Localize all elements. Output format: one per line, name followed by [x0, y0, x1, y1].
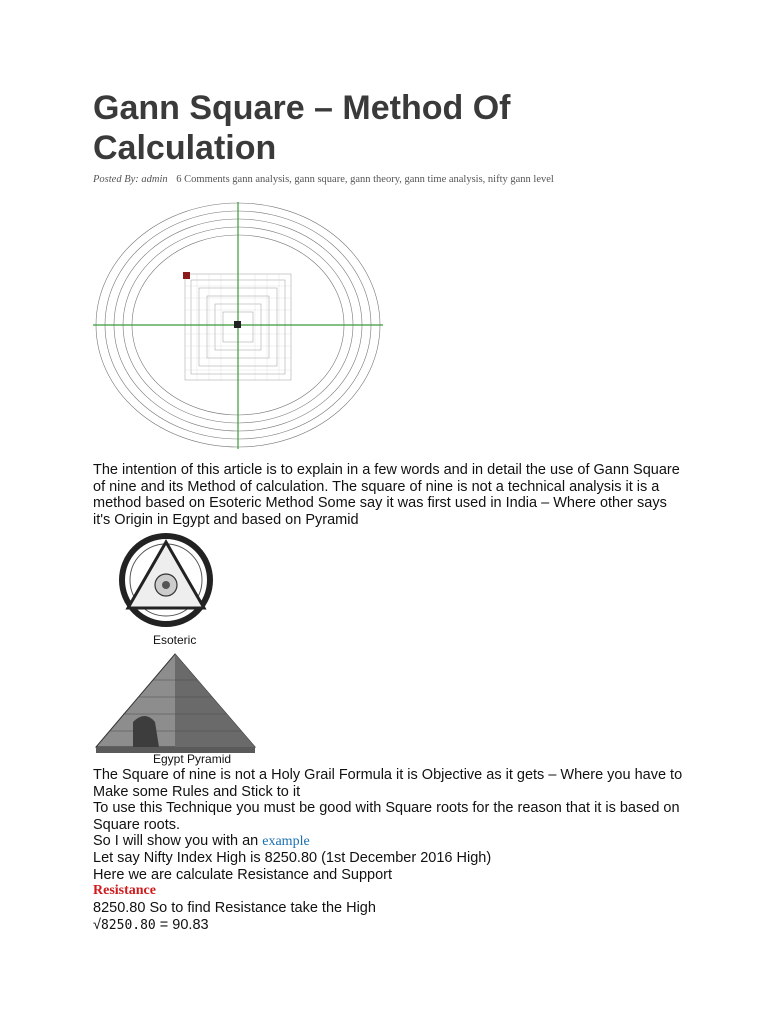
posted-by[interactable]: Posted By: admin [93, 174, 168, 185]
sqrt-value: 8250.80 [100, 918, 156, 933]
egypt-pyramid-image [93, 652, 258, 767]
sqrt-calculation-line [93, 917, 209, 935]
pyramid-caption: Egypt Pyramid [153, 752, 232, 766]
nifty-high-line: Let say Nifty Index High is 8250.80 (1st December 2016 High) [93, 850, 492, 866]
example-prefix: So I will show you with an [93, 833, 259, 849]
holy-grail-paragraph: The Square of nine is not a Holy Grail Formula it is Objective as it gets – Where you have to Make some Rules and Stick to it [93, 767, 683, 800]
example-line [93, 833, 310, 851]
calculate-line: Here we are calculate Resistance and Support [93, 867, 393, 883]
square-roots-paragraph: To use this Technique you must be good with Square roots for the reason that it is based on Square roots. [93, 800, 680, 833]
intro-paragraph: The intention of this article is to explain in a few words and in detail the use of Gann Square of nine and its Method of calculation. The square of nine is not a technical analysis it is a method based on Esoteric Method Some say it was first used in India – Where other says it's Origin in Egypt and based on Pyramid [93, 462, 680, 528]
sqrt-result: = 90.83 [155, 917, 209, 933]
tag-list[interactable]: gann analysis, gann square, gann theory, gann time analysis, nifty gann level [232, 174, 554, 185]
sqrt-symbol: √ [93, 917, 101, 933]
esoteric-emblem-image [116, 530, 216, 650]
comments-count[interactable]: 6 Comments [176, 174, 230, 185]
post-meta [93, 174, 733, 185]
esoteric-caption: Esoteric [153, 633, 197, 647]
resistance-heading: Resistance [93, 883, 156, 898]
article-title: Gann Square – Method Of Calculation [93, 89, 511, 167]
example-link[interactable]: example [262, 834, 310, 849]
find-resistance-line: 8250.80 So to find Resistance take the High [93, 900, 376, 916]
gann-square-wheel-image [93, 197, 383, 452]
